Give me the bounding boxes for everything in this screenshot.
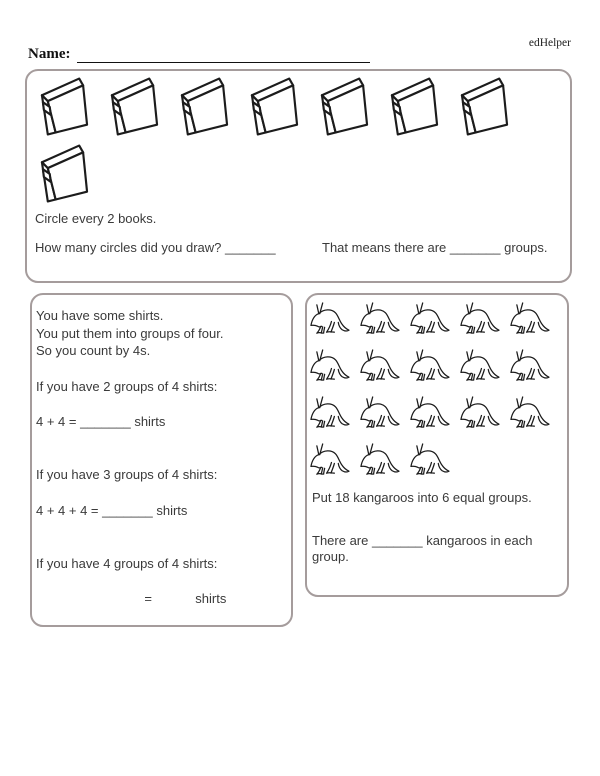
book-icon (388, 75, 439, 139)
book-icon (38, 75, 89, 139)
kangaroo-icon (309, 443, 350, 480)
kangaroo-icon (409, 396, 450, 433)
books-box (25, 69, 572, 283)
shirts-line: So you count by 4s. (36, 343, 151, 359)
kangaroo-icon (459, 302, 500, 339)
shirts-line: If you have 2 groups of 4 shirts: (36, 378, 218, 394)
shirts-line (36, 572, 287, 590)
kangaroo-icon (409, 349, 450, 386)
shirts-line (36, 396, 287, 414)
books-questions (27, 240, 570, 256)
kangaroo-grid (307, 295, 567, 480)
book-icon (248, 75, 299, 139)
book-icon (178, 75, 229, 139)
name-row (28, 46, 370, 63)
kangaroo-icon (309, 349, 350, 386)
shirts-line: If you have 4 groups of 4 shirts: (36, 555, 218, 571)
shirts-line: You have some shirts. (36, 308, 164, 323)
kangaroo-icon (309, 396, 350, 433)
kangaroo-icon (509, 302, 550, 339)
kangaroo-row (309, 396, 567, 433)
kangaroo-icon (409, 302, 450, 339)
book-icon (38, 142, 89, 206)
books-question-groups: That means there are _______ groups. (322, 240, 548, 255)
kangaroo-row (309, 443, 567, 480)
book-icon (108, 75, 159, 139)
kangaroos-instruction: Put 18 kangaroos into 6 equal groups. (312, 490, 532, 505)
shirts-line (36, 431, 287, 449)
shirts-box (30, 293, 293, 627)
books-row-1 (27, 71, 570, 139)
name-blank-line (77, 48, 370, 63)
kangaroo-icon (459, 396, 500, 433)
kangaroo-icon (409, 443, 450, 480)
shirts-line: 4 + 4 + 4 = _______ shirts (36, 502, 188, 518)
shirts-text (32, 295, 291, 608)
shirts-line (36, 537, 287, 555)
brand-text: edHelper (528, 37, 571, 49)
kangaroo-icon (359, 302, 400, 339)
book-icon (458, 75, 509, 139)
kangaroos-box (305, 293, 569, 597)
kangaroo-row (309, 349, 567, 386)
books-row-2 (27, 142, 570, 206)
kangaroo-icon (359, 443, 400, 480)
shirts-line: 4 + 4 = _______ shirts (36, 414, 166, 430)
name-label: Name: (28, 46, 71, 62)
kangaroos-answer: There are _______ kangaroos in each group. (312, 533, 533, 564)
shirts-line: If you have 3 groups of 4 shirts: (36, 467, 218, 483)
shirts-line (36, 519, 287, 537)
shirts-line (36, 449, 287, 467)
kangaroo-icon (359, 396, 400, 433)
books-instruction: Circle every 2 books. (35, 211, 157, 226)
books-question-circles: How many circles did you draw? _______ (35, 240, 276, 255)
kangaroo-icon (509, 396, 550, 433)
shirts-line: You put them into groups of four. (36, 325, 224, 341)
shirts-line (36, 484, 287, 502)
kangaroo-icon (509, 349, 550, 386)
shirts-line (36, 360, 287, 378)
kangaroo-icon (459, 349, 500, 386)
shirts-line: = shirts (36, 591, 227, 607)
kangaroo-icon (359, 349, 400, 386)
kangaroo-row (309, 302, 567, 339)
kangaroo-icon (309, 302, 350, 339)
book-icon (318, 75, 369, 139)
